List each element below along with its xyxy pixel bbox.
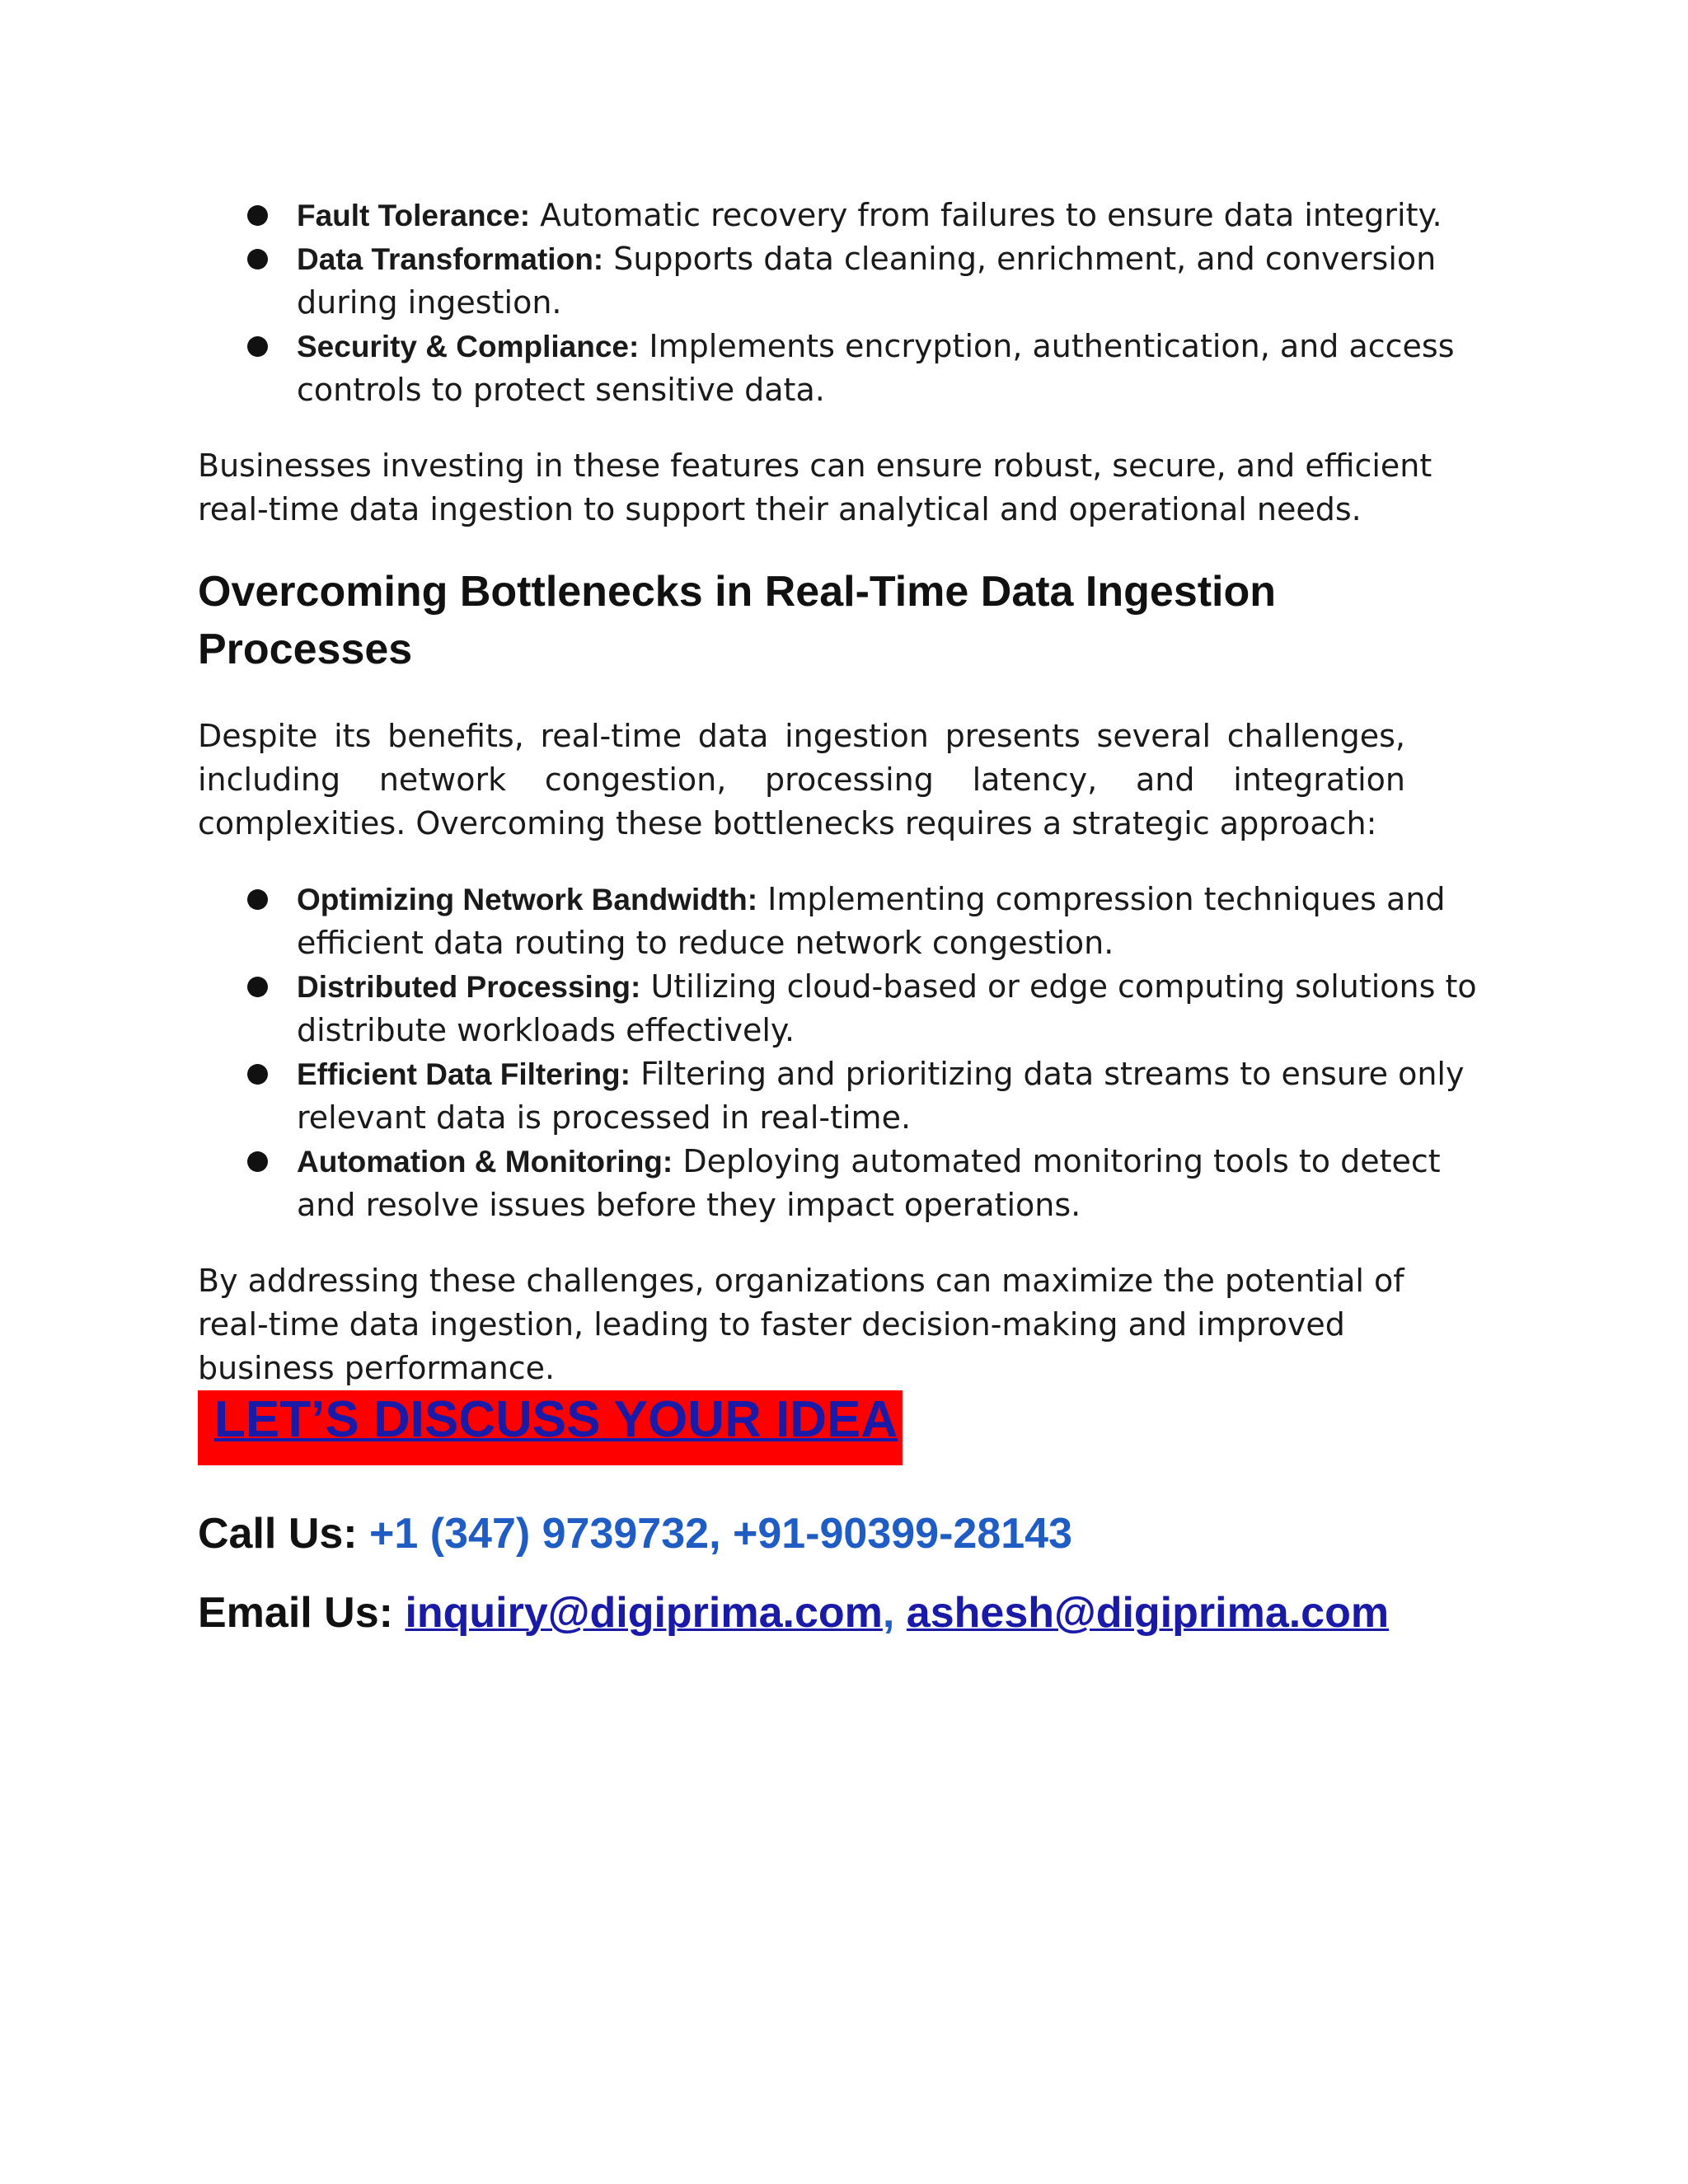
section-heading: Overcoming Bottlenecks in Real-Time Data Ingestion Processes <box>198 568 1277 673</box>
discuss-idea-link[interactable]: LET’S DISCUSS YOUR IDEA <box>214 1391 898 1448</box>
bullet-icon <box>247 249 268 269</box>
intro-paragraph: Despite its benefits, real-time data ingestion presents several challenges, including network congestion, processing latency, and integration complexities. Overcoming these bottlenecks requires a strategic approach: <box>198 718 1405 841</box>
list-item-term: Fault Tolerance: <box>297 199 531 232</box>
list-item-text: Automatic recovery from failures to ensure data integrity. <box>530 197 1442 233</box>
list-item-term: Efficient Data Filtering: <box>297 1057 631 1091</box>
list-item <box>198 878 1484 965</box>
phone-numbers[interactable]: +1 (347) 9739732, +91-90399-28143 <box>357 1510 1073 1558</box>
list-item-text: Implementing compression techniques and efficient data routing to reduce network congestion. <box>297 881 1446 961</box>
inquiry-email-link[interactable]: inquiry@digiprima.com <box>405 1589 883 1637</box>
ashesh-email-link[interactable]: ashesh@digiprima.com <box>906 1589 1390 1637</box>
summary-paragraph: Businesses investing in these features can ensure robust, secure, and efficient real-time data ingestion to support their analytical and operational needs. <box>198 448 1432 527</box>
call-us-line <box>198 1505 1488 1563</box>
list-item-text: Deploying automated monitoring tools to detect and resolve issues before they impact operations. <box>297 1143 1441 1223</box>
email-separator: , <box>882 1589 895 1637</box>
call-us-label: Call Us: <box>198 1510 358 1558</box>
list-item-text: Utilizing cloud-based or edge computing solutions to distribute workloads effectively. <box>297 968 1477 1048</box>
conclusion-paragraph: By addressing these challenges, organizations can maximize the potential of real-time data ingestion, leading to faster decision-making and improved business performance. <box>198 1263 1404 1386</box>
features-bullet-list <box>198 194 1467 412</box>
list-item-term: Security & Compliance: <box>297 330 640 363</box>
list-item <box>198 237 1467 325</box>
list-item-text: Filtering and prioritizing data streams to ensure only relevant data is processed in real-time. <box>297 1056 1465 1136</box>
list-item-term: Optimizing Network Bandwidth: <box>297 883 758 916</box>
list-item <box>198 325 1467 412</box>
bullet-icon <box>247 889 268 910</box>
email-us-line <box>198 1584 1488 1642</box>
list-item <box>198 194 1467 237</box>
bullet-icon <box>247 1151 268 1172</box>
bullet-icon <box>247 205 268 226</box>
list-item-text: Implements encryption, authentication, and access controls to protect sensitive data. <box>297 328 1455 408</box>
bullet-icon <box>247 1064 268 1085</box>
bullet-icon <box>247 977 268 997</box>
list-item-term: Automation & Monitoring: <box>297 1145 673 1179</box>
email-us-label: Email Us: <box>198 1589 393 1637</box>
list-item-term: Distributed Processing: <box>297 970 641 1004</box>
document-page <box>198 194 1488 1642</box>
list-item-term: Data Transformation: <box>297 242 604 276</box>
list-item-text: Supports data cleaning, enrichment, and conversion during ingestion. <box>297 241 1437 321</box>
list-item <box>198 1052 1484 1140</box>
cta-banner <box>198 1390 903 1465</box>
list-item <box>198 965 1484 1052</box>
bullet-icon <box>247 336 268 357</box>
list-item <box>198 1140 1484 1227</box>
bottlenecks-bullet-list <box>198 878 1484 1227</box>
